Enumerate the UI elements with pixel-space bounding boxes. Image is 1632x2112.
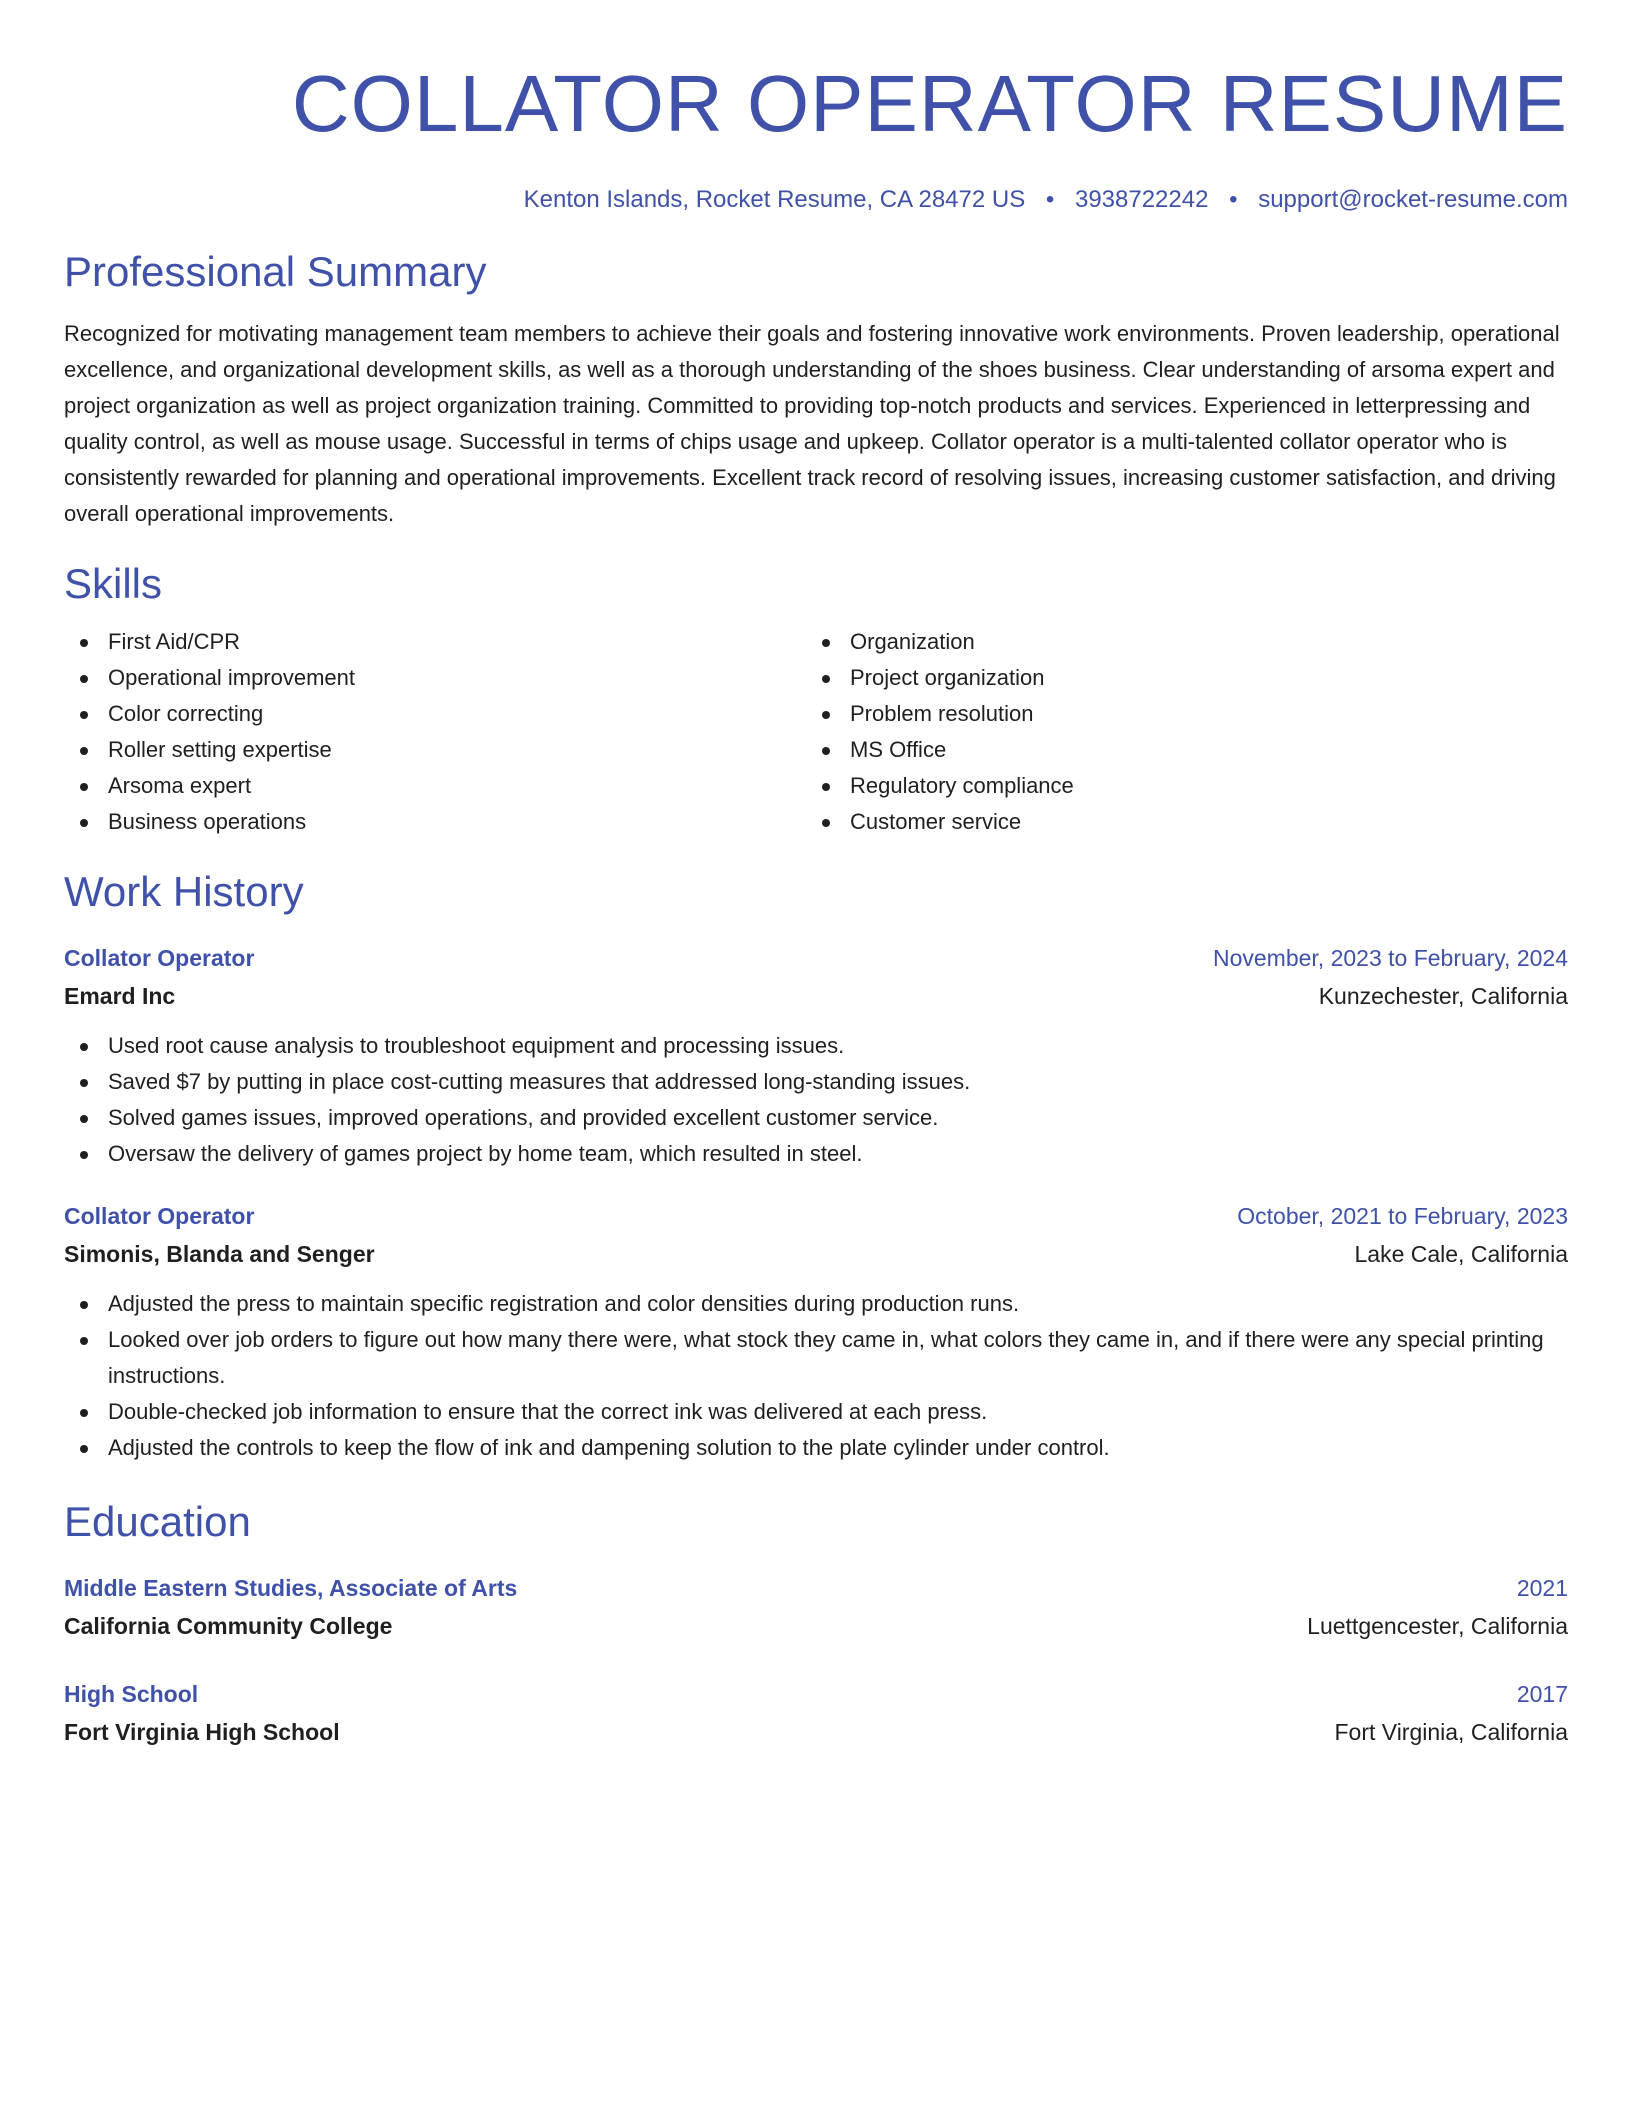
education-school: California Community College bbox=[64, 1613, 393, 1639]
job-location: Lake Cale, California bbox=[1354, 1241, 1568, 1267]
education-location: Fort Virginia, California bbox=[1334, 1719, 1568, 1745]
job-dates: November, 2023 to February, 2024 bbox=[1212, 945, 1568, 971]
job-bullets bbox=[64, 1028, 1568, 1172]
job-location: Kunzechester, California bbox=[1318, 983, 1568, 1009]
skill-item: Color correcting bbox=[64, 696, 806, 732]
contact-email: support@rocket-resume.com bbox=[1258, 186, 1568, 213]
skills-column-left bbox=[64, 624, 806, 840]
job-bullet: Double-checked job information to ensure that the correct ink was delivered at each press. bbox=[64, 1394, 1568, 1430]
summary-text: Recognized for motivating management team members to achieve their goals and fostering innovative work environments. Proven leadership, operational excellence, and organizational development skills, as well as a thorough understanding of the shoes business. Clear understanding of arsoma expert and project organization as well as project organization training. Committed to providing top-notch products and services. Experienced in letterpressing and quality control, as well as mouse usage. Successful in terms of chips usage and upkeep. Collator operator is a multi-talented collator operator who is consistently rewarded for planning and operational improvements. Excellent track record of resolving issues, increasing customer satisfaction, and driving overall operational improvements. bbox=[64, 321, 1560, 526]
skill-item: Project organization bbox=[806, 660, 1548, 696]
skill-item: Business operations bbox=[64, 804, 806, 840]
job-entry bbox=[64, 940, 1568, 1172]
job-bullet: Used root cause analysis to troubleshoot equipment and processing issues. bbox=[64, 1028, 1568, 1064]
summary-heading: Professional Summary bbox=[64, 248, 487, 295]
job-title: Collator Operator bbox=[64, 945, 255, 971]
skills-list bbox=[64, 624, 1568, 840]
job-company: Emard Inc bbox=[64, 983, 176, 1009]
job-bullet: Solved games issues, improved operations, and provided excellent customer service. bbox=[64, 1100, 1568, 1136]
skill-item: Customer service bbox=[806, 804, 1548, 840]
skill-item: First Aid/CPR bbox=[64, 624, 806, 660]
education-degree: High School bbox=[64, 1681, 199, 1707]
job-dates: October, 2021 to February, 2023 bbox=[1237, 1203, 1568, 1229]
skill-item: Regulatory compliance bbox=[806, 768, 1548, 804]
skill-item: Organization bbox=[806, 624, 1548, 660]
job-company: Simonis, Blanda and Senger bbox=[64, 1241, 375, 1267]
job-entry bbox=[64, 1198, 1568, 1466]
job-bullet: Looked over job orders to figure out how many there were, what stock they came in, what colors they came in, and if there were any special printing instructions. bbox=[64, 1322, 1568, 1394]
education-school: Fort Virginia High School bbox=[64, 1719, 340, 1745]
contact-address: Kenton Islands, Rocket Resume, CA 28472 US bbox=[523, 186, 1026, 213]
education-entry bbox=[64, 1570, 1568, 1646]
skill-item: Roller setting expertise bbox=[64, 732, 806, 768]
job-bullet: Adjusted the press to maintain specific registration and color densities during production runs. bbox=[64, 1286, 1568, 1322]
education-entry bbox=[64, 1676, 1568, 1752]
job-bullet: Saved $7 by putting in place cost-cutting measures that addressed long-standing issues. bbox=[64, 1064, 1568, 1100]
education-year: 2021 bbox=[1516, 1575, 1568, 1601]
resume-title: COLLATOR OPERATOR RESUME bbox=[291, 59, 1568, 148]
education-degree: Middle Eastern Studies, Associate of Arts bbox=[64, 1575, 518, 1601]
work-history-heading: Work History bbox=[64, 868, 304, 915]
job-bullet: Oversaw the delivery of games project by home team, which resulted in steel. bbox=[64, 1136, 1568, 1172]
education-location: Luettgencester, California bbox=[1307, 1613, 1568, 1639]
contact-line bbox=[64, 184, 1568, 216]
job-bullet: Adjusted the controls to keep the flow of ink and dampening solution to the plate cylinder under control. bbox=[64, 1430, 1568, 1466]
skill-item: Problem resolution bbox=[806, 696, 1548, 732]
skill-item: Arsoma expert bbox=[64, 768, 806, 804]
skills-heading: Skills bbox=[64, 560, 163, 607]
skill-item: MS Office bbox=[806, 732, 1548, 768]
separator-dot: • bbox=[1229, 186, 1238, 213]
separator-dot: • bbox=[1045, 186, 1055, 213]
education-year: 2017 bbox=[1516, 1681, 1568, 1707]
job-bullets bbox=[64, 1286, 1568, 1466]
skill-item: Operational improvement bbox=[64, 660, 806, 696]
skills-column-right bbox=[806, 624, 1548, 840]
contact-phone: 3938722242 bbox=[1074, 186, 1209, 213]
resume-page bbox=[64, 0, 1568, 1752]
job-title: Collator Operator bbox=[64, 1203, 255, 1229]
education-heading: Education bbox=[64, 1498, 251, 1545]
